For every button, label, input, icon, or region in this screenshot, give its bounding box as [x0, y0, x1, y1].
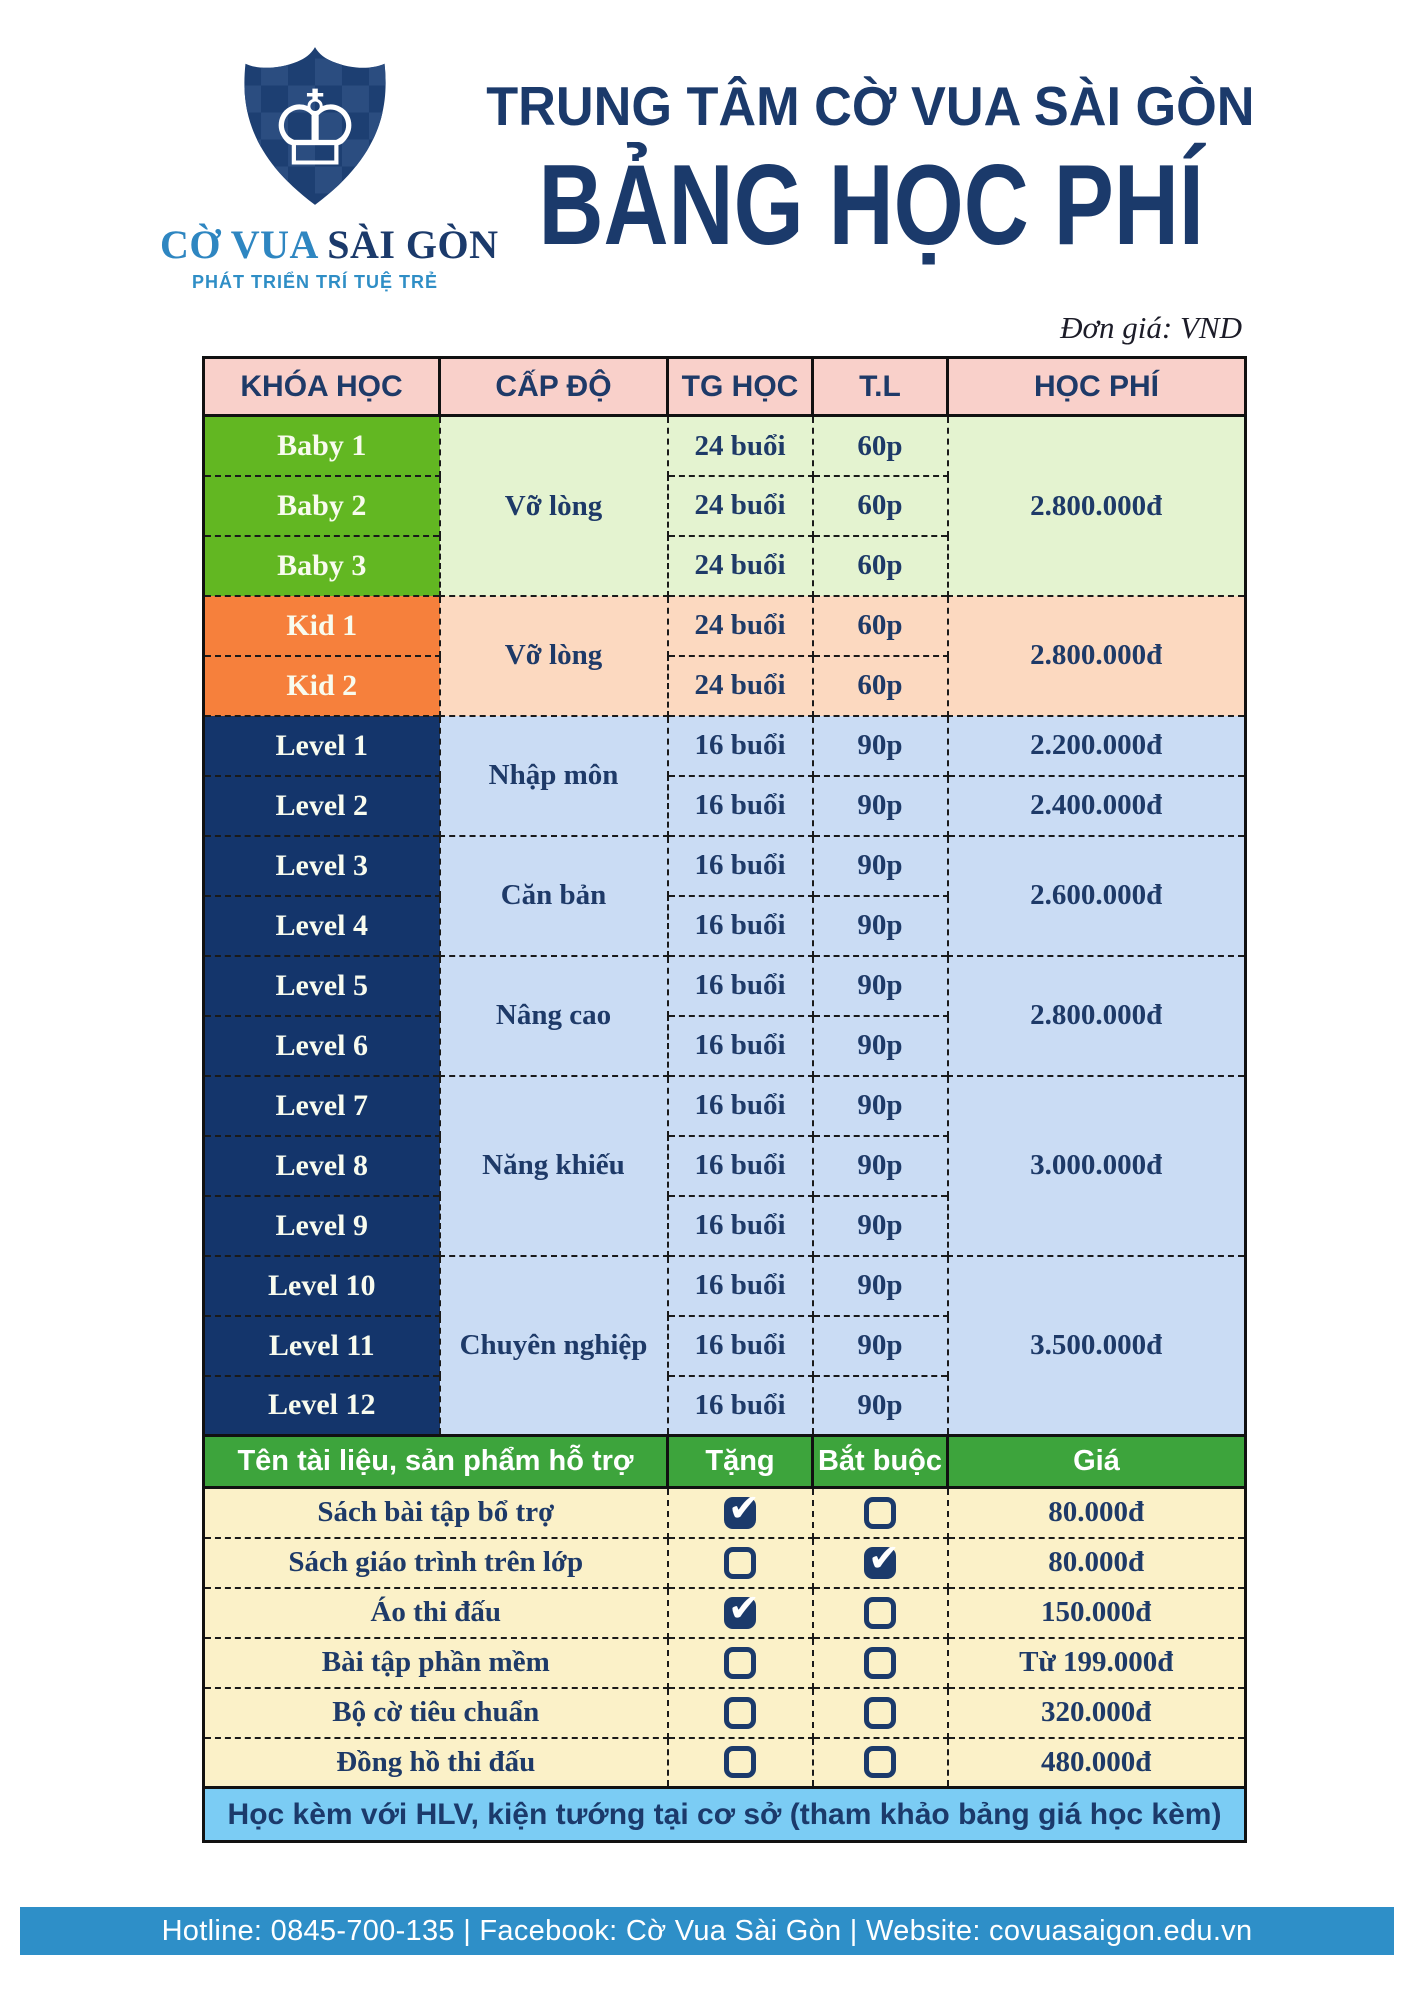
course-row	[204, 1256, 1246, 1316]
currency-unit-note: Đơn giá: VND	[1060, 310, 1242, 345]
required-checkbox	[864, 1647, 896, 1679]
page-title-line2: BẢNG HỌC PHÍ	[538, 142, 1204, 269]
fee-cell: 2.600.000đ	[948, 836, 1246, 956]
gift-checkbox-cell	[668, 1638, 813, 1688]
course-table-header-row	[204, 358, 1246, 416]
duration-cell: 90p	[813, 1136, 948, 1196]
duration-cell: 90p	[813, 1076, 948, 1136]
gift-checkbox	[724, 1497, 756, 1529]
sessions-cell: 16 buổi	[668, 776, 813, 836]
course-name-cell: Level 5	[204, 956, 440, 1016]
fee-cell: 2.800.000đ	[948, 416, 1246, 596]
column-header-level: CẤP ĐỘ	[440, 358, 668, 416]
column-header-duration: T.L	[813, 358, 948, 416]
sessions-cell: 24 buổi	[668, 656, 813, 716]
sessions-cell: 16 buổi	[668, 1376, 813, 1436]
duration-cell: 60p	[813, 596, 948, 656]
material-row	[204, 1738, 1246, 1788]
duration-cell: 90p	[813, 716, 948, 776]
course-name-cell: Level 12	[204, 1376, 440, 1436]
required-checkbox	[864, 1697, 896, 1729]
course-name-cell: Level 4	[204, 896, 440, 956]
course-name-cell: Level 7	[204, 1076, 440, 1136]
gift-checkbox-cell	[668, 1738, 813, 1788]
fee-cell: 2.400.000đ	[948, 776, 1246, 836]
brand-name-primary: CỜ VUA	[160, 222, 317, 267]
materials-header-row	[204, 1436, 1246, 1488]
materials-header-price: Giá	[948, 1436, 1246, 1488]
sessions-cell: 16 buổi	[668, 1196, 813, 1256]
duration-cell: 60p	[813, 476, 948, 536]
course-row	[204, 1076, 1246, 1136]
material-name-cell: Sách giáo trình trên lớp	[204, 1538, 668, 1588]
required-checkbox-cell	[813, 1538, 948, 1588]
level-cell: Vỡ lòng	[440, 596, 668, 716]
sessions-cell: 24 buổi	[668, 416, 813, 476]
course-row	[204, 416, 1246, 476]
gift-checkbox	[724, 1746, 756, 1778]
material-row	[204, 1638, 1246, 1688]
fee-cell: 2.200.000đ	[948, 716, 1246, 776]
required-checkbox-cell	[813, 1588, 948, 1638]
column-header-fee: HỌC PHÍ	[948, 358, 1246, 416]
contact-footer-bar	[20, 1907, 1394, 1955]
required-checkbox-cell	[813, 1638, 948, 1688]
duration-cell: 60p	[813, 416, 948, 476]
level-cell: Chuyên nghiệp	[440, 1256, 668, 1436]
gift-checkbox	[724, 1547, 756, 1579]
required-checkbox-cell	[813, 1688, 948, 1738]
course-name-cell: Baby 1	[204, 416, 440, 476]
sessions-cell: 16 buổi	[668, 1016, 813, 1076]
gift-checkbox	[724, 1597, 756, 1629]
sessions-cell: 16 buổi	[668, 716, 813, 776]
required-checkbox-cell	[813, 1738, 948, 1788]
material-name-cell: Bài tập phần mềm	[204, 1638, 668, 1688]
sessions-cell: 16 buổi	[668, 1316, 813, 1376]
fee-cell: 3.500.000đ	[948, 1256, 1246, 1436]
sessions-cell: 16 buổi	[668, 956, 813, 1016]
price-cell: 320.000đ	[948, 1688, 1246, 1738]
duration-cell: 90p	[813, 1256, 948, 1316]
required-checkbox	[864, 1597, 896, 1629]
materials-header-required: Bắt buộc	[813, 1436, 948, 1488]
contact-footer-text: Hotline: 0845-700-135 | Facebook: Cờ Vua Sài Gòn | Website: covuasaigon.edu.vn	[161, 1914, 1253, 1947]
duration-cell: 90p	[813, 1376, 948, 1436]
course-name-cell: Level 1	[204, 716, 440, 776]
brand-name-secondary: SÀI GÒN	[327, 222, 499, 267]
material-row	[204, 1588, 1246, 1638]
sessions-cell: 24 buổi	[668, 536, 813, 596]
required-checkbox	[864, 1547, 896, 1579]
sessions-cell: 16 buổi	[668, 896, 813, 956]
course-name-cell: Level 10	[204, 1256, 440, 1316]
page-title-block	[450, 74, 1290, 271]
duration-cell: 90p	[813, 836, 948, 896]
duration-cell: 90p	[813, 1316, 948, 1376]
column-header-course: KHÓA HỌC	[204, 358, 440, 416]
required-checkbox	[864, 1497, 896, 1529]
required-checkbox	[864, 1746, 896, 1778]
course-row	[204, 836, 1246, 896]
material-row	[204, 1688, 1246, 1738]
course-name-cell: Level 6	[204, 1016, 440, 1076]
svg-text:♔: ♔	[268, 69, 362, 190]
fee-cell: 2.800.000đ	[948, 956, 1246, 1076]
duration-cell: 90p	[813, 896, 948, 956]
price-cell: 480.000đ	[948, 1738, 1246, 1788]
sessions-cell: 16 buổi	[668, 1136, 813, 1196]
material-name-cell: Bộ cờ tiêu chuẩn	[204, 1688, 668, 1738]
price-cell: 80.000đ	[948, 1538, 1246, 1588]
course-name-cell: Level 9	[204, 1196, 440, 1256]
price-cell: 80.000đ	[948, 1488, 1246, 1538]
course-name-cell: Kid 1	[204, 596, 440, 656]
gift-checkbox-cell	[668, 1488, 813, 1538]
sessions-cell: 16 buổi	[668, 1256, 813, 1316]
sessions-cell: 16 buổi	[668, 836, 813, 896]
level-cell: Căn bản	[440, 836, 668, 956]
material-row	[204, 1488, 1246, 1538]
material-row	[204, 1538, 1246, 1588]
material-name-cell: Áo thi đấu	[204, 1588, 668, 1638]
tuition-table	[202, 356, 1247, 1843]
gift-checkbox	[724, 1697, 756, 1729]
sessions-cell: 16 buổi	[668, 1076, 813, 1136]
duration-cell: 60p	[813, 536, 948, 596]
brand-tagline: PHÁT TRIỂN TRÍ TUỆ TRẺ	[192, 272, 438, 292]
material-name-cell: Đồng hồ thi đấu	[204, 1738, 668, 1788]
course-row	[204, 716, 1246, 776]
note-row	[204, 1788, 1246, 1842]
gift-checkbox-cell	[668, 1538, 813, 1588]
course-row	[204, 596, 1246, 656]
course-name-cell: Level 2	[204, 776, 440, 836]
course-row	[204, 956, 1246, 1016]
course-name-cell: Level 11	[204, 1316, 440, 1376]
materials-header-gift: Tặng	[668, 1436, 813, 1488]
brand-logo-block	[160, 44, 499, 293]
duration-cell: 90p	[813, 1016, 948, 1076]
price-cell: 150.000đ	[948, 1588, 1246, 1638]
level-cell: Năng khiếu	[440, 1076, 668, 1256]
course-name-cell: Baby 3	[204, 536, 440, 596]
course-name-cell: Level 8	[204, 1136, 440, 1196]
price-cell: Từ 199.000đ	[948, 1638, 1246, 1688]
page-title-line1: TRUNG TÂM CỜ VUA SÀI GÒN	[485, 75, 1255, 137]
course-name-cell: Baby 2	[204, 476, 440, 536]
sessions-cell: 24 buổi	[668, 596, 813, 656]
course-name-cell: Kid 2	[204, 656, 440, 716]
course-name-cell: Level 3	[204, 836, 440, 896]
level-cell: Nhập môn	[440, 716, 668, 836]
duration-cell: 60p	[813, 656, 948, 716]
material-name-cell: Sách bài tập bổ trợ	[204, 1488, 668, 1538]
shield-chess-king-icon	[242, 44, 388, 208]
level-cell: Vỡ lòng	[440, 416, 668, 596]
level-cell: Nâng cao	[440, 956, 668, 1076]
column-header-sessions: TG HỌC	[668, 358, 813, 416]
fee-cell: 2.800.000đ	[948, 596, 1246, 716]
gift-checkbox-cell	[668, 1588, 813, 1638]
duration-cell: 90p	[813, 776, 948, 836]
required-checkbox-cell	[813, 1488, 948, 1538]
course-row	[204, 776, 1246, 836]
duration-cell: 90p	[813, 956, 948, 1016]
gift-checkbox	[724, 1647, 756, 1679]
materials-header-name: Tên tài liệu, sản phẩm hỗ trợ	[204, 1436, 668, 1488]
fee-cell: 3.000.000đ	[948, 1076, 1246, 1256]
duration-cell: 90p	[813, 1196, 948, 1256]
gift-checkbox-cell	[668, 1688, 813, 1738]
sessions-cell: 24 buổi	[668, 476, 813, 536]
brand-name	[160, 221, 499, 268]
private-lesson-note: Học kèm với HLV, kiện tướng tại cơ sở (tham khảo bảng giá học kèm)	[204, 1788, 1246, 1842]
